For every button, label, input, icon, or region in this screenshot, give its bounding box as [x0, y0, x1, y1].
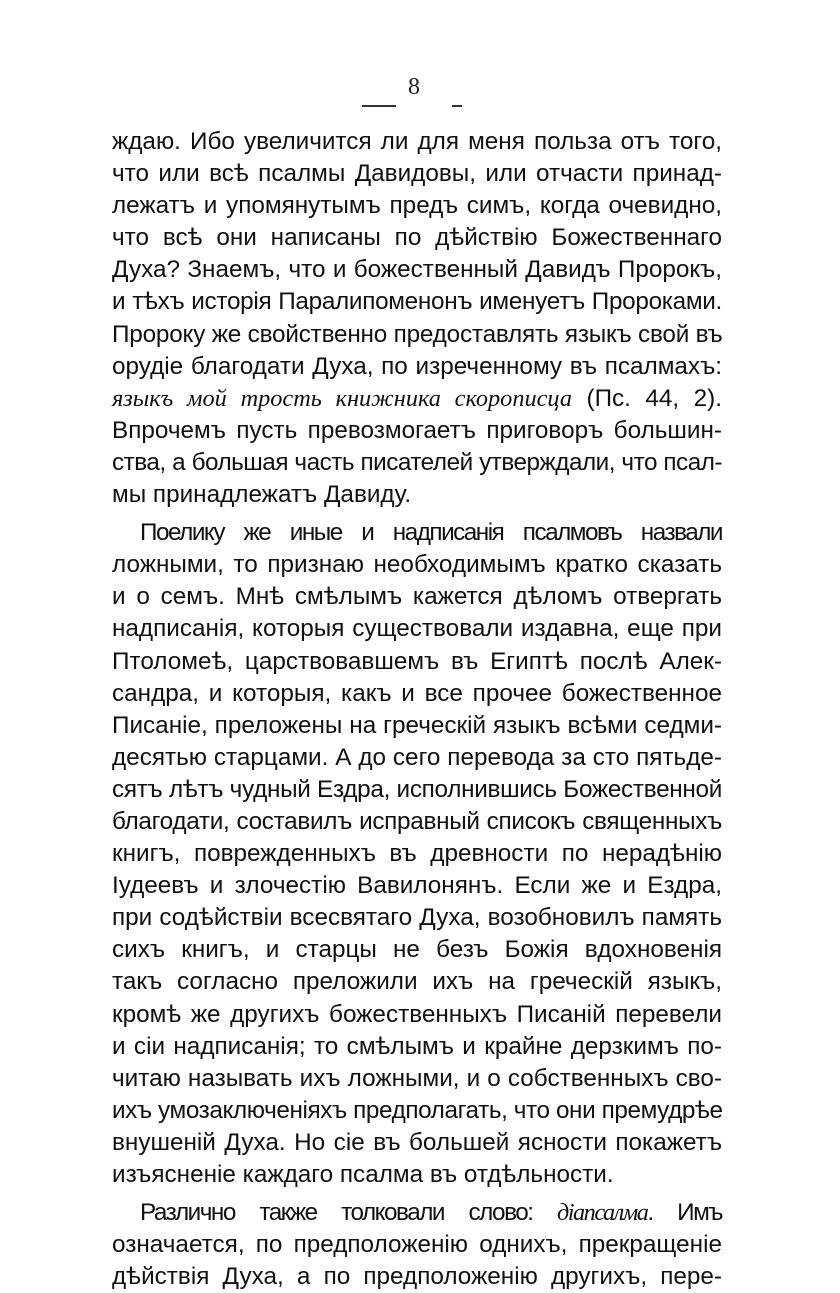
text-line: надписанія, которыя существовали издавна, еще при — [112, 615, 722, 643]
text-line: такъ согласно преложили ихъ на греческій языкъ, — [112, 968, 722, 996]
text-line: означается, по предположенію однихъ, прекращеніе — [112, 1231, 722, 1259]
quote-reference: (Пс. 44, 2). — [572, 384, 722, 412]
text-line: изъясненіе каждаго псалма въ отдѣльности. — [112, 1161, 614, 1188]
text-line: Впрочемъ пусть превозмогаетъ приговоръ большин- — [112, 416, 722, 444]
text-line: Поелику же иные и надписанія псалмовъ назвали — [140, 519, 722, 547]
page-header — [0, 74, 840, 114]
text-line: что всѣ они написаны по дѣйствію Божественнаго — [112, 224, 722, 252]
text-line: ихъ умозаключеніяхъ предполагать, что они премудрѣе — [112, 1096, 723, 1124]
text-line: Птоломеѣ, царствовавшемъ въ Египтѣ послѣ Алек- — [112, 647, 722, 675]
text-line: и о семъ. Мнѣ смѣлымъ кажется дѣломъ отвергать — [112, 583, 722, 611]
text-line: сятъ лѣтъ чудный Ездра, исполнившись Божественной — [112, 775, 722, 803]
text-line: ложными, то признаю необходимымъ кратко сказать — [112, 551, 722, 579]
diapsalma-tail: . Имъ — [647, 1199, 722, 1227]
text-line: десятью старцами. А до сего перевода за сто пятьде- — [112, 743, 722, 771]
text-line-diapsalma — [112, 1197, 722, 1229]
italic-diapsalma: діапсалма — [556, 1199, 648, 1227]
paragraph-1 — [112, 126, 722, 511]
text-line: Писаніе, преложены на греческій языкъ всѣми седми- — [112, 711, 722, 739]
text-line: Духа? Знаемъ, что и божественный Давидъ Пророкъ, — [112, 256, 722, 284]
text-line: кромѣ же другихъ божественныхъ Писаній перевели — [112, 1000, 722, 1028]
text-line: сихъ книгъ, и старцы не безъ Божія вдохновенія — [112, 936, 722, 964]
text-line: сандра, и которыя, какъ и все прочее божественное — [112, 679, 722, 707]
diapsalma-lead: Различно также толковали слово: — [140, 1199, 557, 1227]
text-line: внушеній Духа. Но сіе въ большей ясности покажетъ — [112, 1128, 722, 1156]
text-line: при содѣйствіи всесвятаго Духа, возобновилъ память — [112, 904, 722, 932]
text-line: лежатъ и упомянутымъ предъ симъ, когда очевидно, — [112, 192, 722, 220]
text-line: ждаю. Ибо увеличится ли для меня польза отъ того, — [112, 128, 722, 155]
text-line: ства, а большая часть писателей утверждали, что псал- — [112, 448, 722, 476]
text-line: что или всѣ псалмы Давидовы, или отчасти принад- — [112, 160, 722, 188]
italic-quote: языкъ мой трость книжника скорописца — [112, 384, 573, 412]
text-line: и сіи надписанія; то смѣлымъ и крайне дерзкимъ по- — [112, 1032, 722, 1060]
text-line: благодати, составилъ исправный списокъ священныхъ — [112, 807, 722, 835]
text-line: и тѣхъ исторія Паралипоменонъ именуетъ Пророками. — [112, 288, 722, 316]
paragraph-3 — [112, 1197, 722, 1293]
text-line: орудіе благодати Духа, по изреченному въ псалмахъ: — [112, 352, 722, 380]
text-line-quote — [112, 383, 722, 415]
text-line: дѣйствія Духа, а по предположенію другихъ, пере- — [112, 1263, 722, 1291]
text-line: Пророку же свойственно предоставлять языкъ свой въ — [112, 320, 723, 348]
header-rule-right — [452, 105, 462, 107]
paragraph-2 — [112, 517, 722, 1191]
text-line: мы принадлежатъ Давиду. — [112, 481, 412, 509]
header-rule-left — [362, 105, 396, 107]
page-body — [112, 126, 722, 1293]
page-number: 8 — [408, 74, 420, 100]
text-line: книгъ, поврежденныхъ въ древности по нерадѣнію — [112, 840, 722, 868]
text-line: Іудеевъ и злочестію Вавилонянъ. Если же и Ездра, — [112, 872, 722, 900]
text-line: читаю называть ихъ ложными, и о собственныхъ сво- — [112, 1064, 722, 1092]
